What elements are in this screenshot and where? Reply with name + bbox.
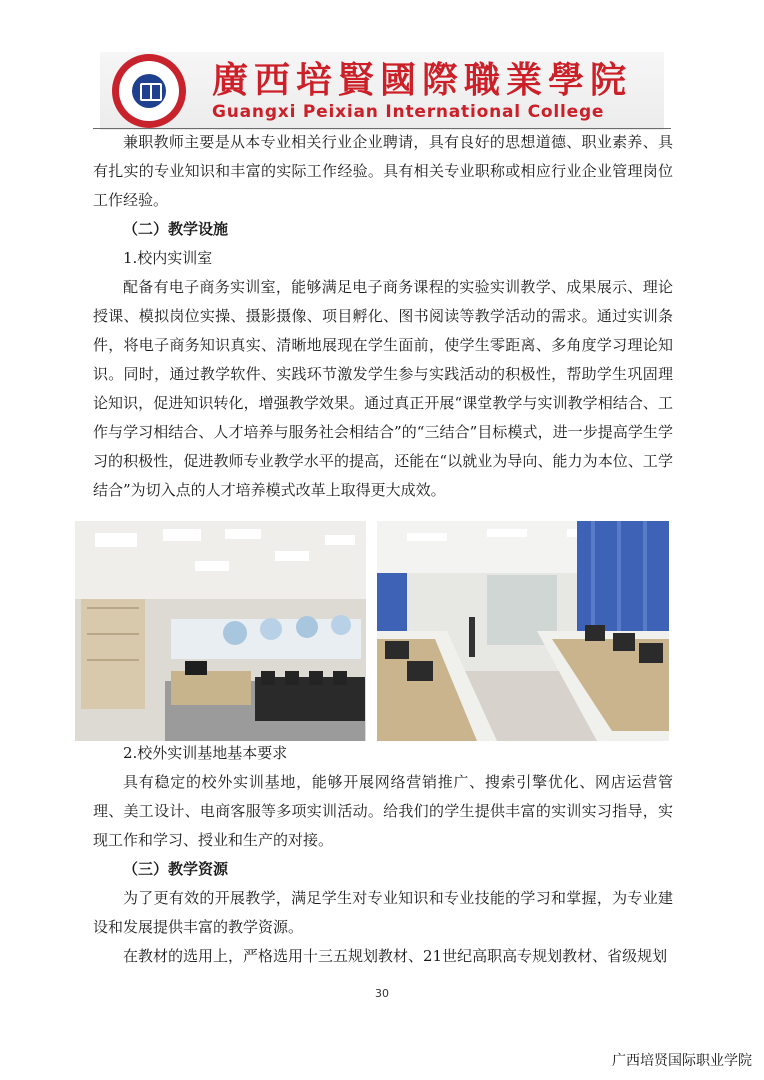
paragraph-textbook-selection: 在教材的选用上，严格选用十三五规划教材、21世纪高职高专规划教材、省级规划 <box>123 947 668 965</box>
paragraph-part-time-teachers: 兼职教师主要是从本专业相关行业企业聘请，具有良好的思想道德、职业素养、具有扎实的专业知识和丰富的实际工作经验。具有相关专业职称或相应行业企业管理岗位工作经验。 <box>93 133 673 209</box>
photo-strip <box>75 521 669 741</box>
subheading-offcampus-base: 2.校外实训基地基本要求 <box>123 744 288 762</box>
footer-college-name: 广西培贤国际职业学院 <box>612 1053 752 1069</box>
college-name-cn: 廣西培賢國際職業學院 <box>212 59 633 101</box>
training-room-photo-right <box>377 521 669 741</box>
subheading-campus-training-room: 1.校内实训室 <box>123 249 213 267</box>
college-logo <box>112 54 186 128</box>
page-number: 30 <box>375 987 389 1000</box>
document-body <box>93 128 673 505</box>
section-heading-teaching-facilities: （二）教学设施 <box>123 220 229 238</box>
training-room-photo-left <box>75 521 366 741</box>
paragraph-offcampus-base: 具有稳定的校外实训基地，能够开展网络营销推广、搜索引擎优化、网店运营管理、美工设计、电商客服等多项实训活动。给我们的学生提供丰富的实训实习指导，实现工作和学习、授业和生产的对接。 <box>93 773 673 849</box>
letterhead <box>100 52 664 130</box>
college-name-en: Guangxi Peixian International College <box>212 102 605 122</box>
paragraph-teaching-resources: 为了更有效的开展教学，满足学生对专业知识和专业技能的学习和掌握，为专业建设和发展提供丰富的教学资源。 <box>93 889 673 936</box>
document-body-lower <box>93 739 673 971</box>
paragraph-training-room: 配备有电子商务实训室，能够满足电子商务课程的实验实训教学、成果展示、理论授课、模拟岗位实操、摄影摄像、项目孵化、图书阅读等教学活动的需求。通过实训条件，将电子商务知识真实、清晰地展现在学生面前，使学生零距离、多角度学习理论知识。同时，通过教学软件、实践环节激发学生参与实践活动的积极性，帮助学生巩固理论知识，促进知识转化，增强教学效果。通过真正开展“课堂教学与实训教学相结合、工作与学习相结合、人才培养与服务社会相结合”的“三结合”目标模式，进一步提高学生学习的积极性，促进教师专业教学水平的提高，还能在“以就业为导向、能力为本位、工学结合”为切入点的人才培养模式改革上取得更大成效。 <box>93 278 673 499</box>
section-heading-teaching-resources: （三）教学资源 <box>123 860 229 878</box>
